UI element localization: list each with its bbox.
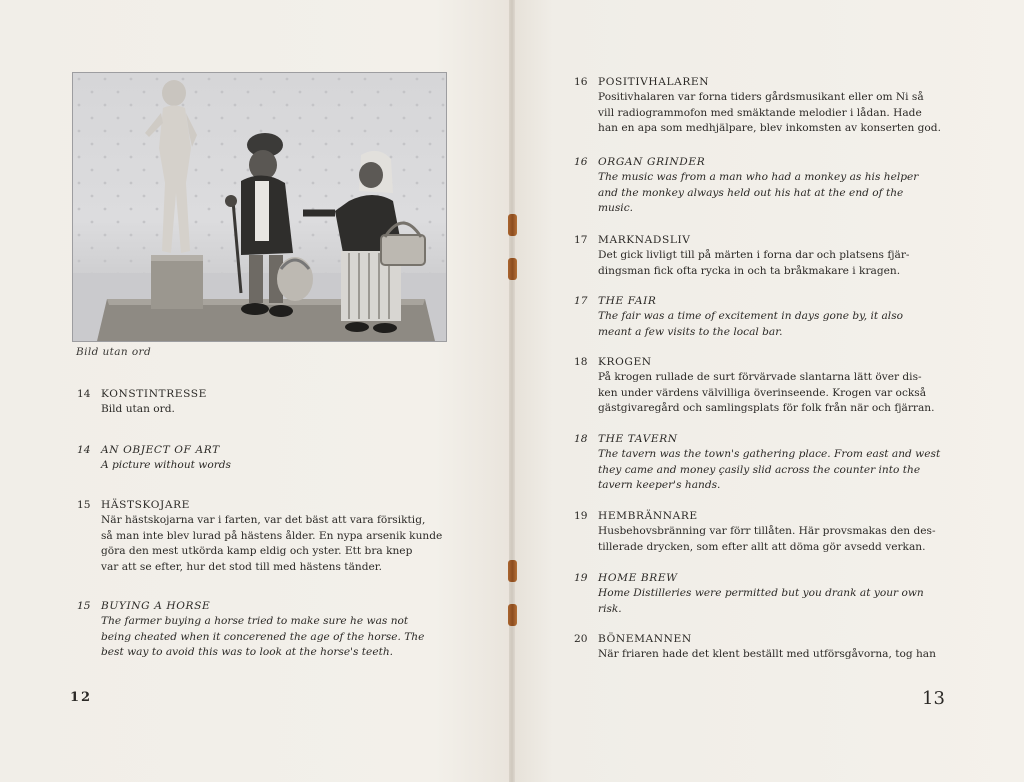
entry-line: Bild utan ord.	[101, 403, 175, 415]
entry-body	[598, 309, 944, 340]
entry-number: 16	[574, 76, 588, 88]
entry-line: best way to avoid this was to look at the horse's teeth.	[101, 646, 394, 658]
entry-body	[598, 447, 944, 494]
staple	[508, 214, 517, 236]
entry-title: THE FAIR	[598, 295, 657, 307]
entry-line: Positivhalaren var forna tiders gårdsmusikant eller om Ni så	[598, 91, 924, 103]
entry-line: vill radiogrammofon med smäktande melodier i lådan. Hade	[598, 106, 922, 119]
entry-title: POSITIVHALAREN	[598, 76, 710, 88]
entry-line: and the monkey always held out his hat at the end of the	[598, 186, 904, 199]
entry-line: var att se efter, hur det stod till med hästens tänder.	[101, 560, 383, 573]
entry-title: AN OBJECT OF ART	[101, 444, 220, 456]
entry-line: göra den mest utkörda kamp eldig och yster. Ett bra knep	[101, 545, 413, 557]
entry-title: KONSTINTRESSE	[101, 388, 207, 400]
entry-body	[598, 90, 944, 137]
entry-number: 18	[574, 356, 588, 368]
entry-line: gästgivaregård och samlingsplats för folk från när och fjärran.	[598, 402, 935, 414]
figurine-illustration	[73, 73, 446, 341]
entry-line: The music was from a man who had a monkey as his helper	[598, 171, 919, 183]
entry-line: dingsman fick ofta rycka in och ta bråkmakare i kragen.	[598, 264, 901, 277]
entry-line: När hästskojarna var i farten, var det bäst att vara försiktig,	[101, 514, 426, 526]
right-page	[512, 0, 1024, 782]
entry-title: HOME BREW	[598, 572, 678, 584]
entry-title: BÖNEMANNEN	[598, 633, 692, 645]
entry-title: KROGEN	[598, 356, 652, 368]
entry-number: 14	[77, 388, 91, 400]
entry-line: När friaren hade det klent beställt med utförsgåvorna, tog han	[598, 648, 936, 660]
entry-body	[101, 458, 449, 474]
entry-title: HÄSTSKOJARE	[101, 499, 190, 511]
entry-line: ken under värdens välvilliga överinseende. Krogen var också	[598, 386, 927, 399]
entry-body	[598, 647, 944, 663]
entry-number: 17	[574, 295, 588, 307]
entry-title: ORGAN GRINDER	[598, 156, 706, 168]
entry-line: Det gick livligt till på märten i forna dar och platsens fjär-	[598, 249, 910, 261]
entry-body	[598, 524, 944, 555]
entry-number: 15	[77, 600, 91, 612]
page-number-right: 13	[922, 688, 945, 709]
entry-body	[598, 370, 944, 417]
entry-title: BUYING A HORSE	[101, 600, 211, 612]
entry-body	[598, 248, 944, 279]
entry-line: han en apa som medhjälpare, blev inkomsten av konserten god.	[598, 122, 941, 134]
entry-body	[598, 586, 944, 617]
entry-number: 17	[574, 234, 588, 246]
entry-line: risk.	[598, 602, 622, 615]
entry-body	[101, 513, 449, 575]
entry-line: Husbehovsbränning var förr tillåten. Här provsmakas den des-	[598, 525, 936, 537]
entry-title: THE TAVERN	[598, 433, 678, 445]
entry-body	[101, 614, 449, 661]
staple	[508, 258, 517, 280]
entry-number: 15	[77, 499, 91, 511]
page-number-left: 12	[70, 690, 93, 705]
entry-body	[101, 402, 449, 418]
staple	[508, 560, 517, 582]
entry-line: På krogen rullade de surt förvärvade slantarna lätt över dis-	[598, 371, 922, 383]
entry-line: The farmer buying a horse tried to make sure he was not	[101, 615, 409, 627]
entry-number: 18	[574, 433, 588, 445]
entry-line: The tavern was the town's gathering place. From east and west	[598, 448, 941, 460]
book-spine	[509, 0, 515, 782]
entry-title: HEMBRÄNNARE	[598, 510, 698, 522]
figurine-photo	[72, 72, 447, 342]
photo-caption: Bild utan ord	[76, 346, 152, 358]
entry-number: 19	[574, 510, 588, 522]
entry-line: tillerade drycken, som efter allt att döma gör avsedd verkan.	[598, 540, 926, 553]
entry-line: tavern keeper's hands.	[598, 479, 721, 491]
entry-number: 14	[77, 444, 91, 456]
entry-line: så man inte blev lurad på hästens ålder. En nypa arsenik kunde	[101, 529, 443, 542]
entry-line: meant a few visits to the local bar.	[598, 325, 783, 338]
entry-line: they came and money çasily slid across the counter into the	[598, 463, 921, 476]
entry-number: 19	[574, 572, 588, 584]
entry-number: 20	[574, 633, 588, 645]
entry-number: 16	[574, 156, 588, 168]
entry-line: A picture without words	[101, 459, 231, 471]
entry-line: Home Distilleries were permitted but you drank at your own	[598, 587, 924, 599]
entry-body	[598, 170, 944, 217]
entry-title: MARKNADSLIV	[598, 234, 691, 246]
entry-line: music.	[598, 202, 633, 214]
staple	[508, 604, 517, 626]
entry-line: The fair was a time of excitement in days gone by, it also	[598, 310, 904, 322]
entry-line: being cheated when it concerened the age of the horse. The	[101, 630, 425, 643]
